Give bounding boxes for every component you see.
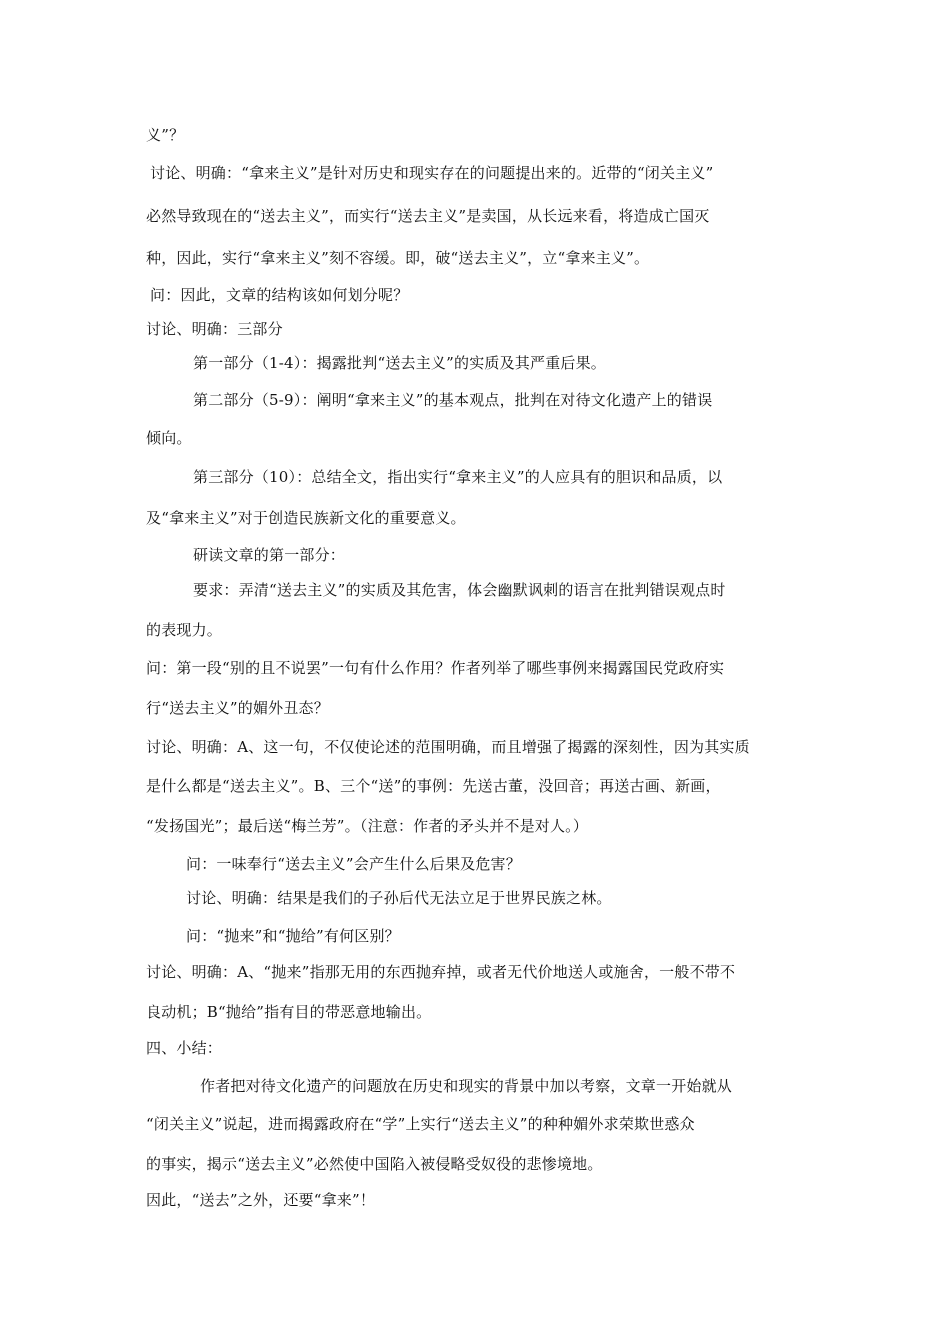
text-line: 及“拿来主义”对于创造民族新文化的重要意义。 <box>146 509 466 527</box>
text-line: 的事实，揭示“送去主义”必然使中国陷入被侵略受奴役的悲惨境地。 <box>146 1155 603 1173</box>
text-line: 行“送去主义”的媚外丑态？ <box>146 699 329 717</box>
text-line: 的表现力。 <box>146 621 223 639</box>
text-line: 第三部分（10）：总结全文，指出实行“拿来主义”的人应具有的胆识和品质，以 <box>193 468 723 486</box>
text-line: “闭关主义”说起，进而揭露政府在“学”上实行“送去主义”的种种媚外求荣欺世惑众 <box>146 1115 695 1133</box>
text-line: 讨论、明确：结果是我们的子孙后代无法立足于世界民族之林。 <box>186 889 612 907</box>
text-line: 研读文章的第一部分： <box>193 546 346 564</box>
text-line: 义”？ <box>146 126 185 144</box>
text-line: 讨论、明确：“拿来主义”是针对历史和现实存在的问题提出来的。近带的“闭关主义” <box>150 164 714 182</box>
text-line: 是什么都是“送去主义”。B、三个“送”的事例：先送古董，没回音；再送古画、新画， <box>146 777 721 795</box>
text-line: 良动机；B“抛给”指有目的带恶意地输出。 <box>146 1003 432 1021</box>
text-line: 倾向。 <box>146 429 192 447</box>
text-line: 问：第一段“别的且不说罢”一句有什么作用？作者列举了哪些事例来揭露国民党政府实 <box>146 659 725 677</box>
section-heading: 四、小结： <box>146 1039 223 1057</box>
text-line: 问：一味奉行“送去主义”会产生什么后果及危害？ <box>186 855 521 873</box>
text-line: 第二部分（5-9）：阐明“拿来主义”的基本观点，批判在对待文化遗产上的错误 <box>193 391 713 409</box>
text-line: 讨论、明确：A、“抛来”指那无用的东西抛弃掉，或者无代价地送人或施舍，一般不带不 <box>146 963 736 981</box>
text-line: 讨论、明确：三部分 <box>146 320 283 338</box>
text-line: 问：“抛来”和“抛给”有何区别？ <box>186 927 400 945</box>
text-line: 问：因此，文章的结构该如何划分呢？ <box>150 286 409 304</box>
text-line: 必然导致现在的“送去主义”，而实行“送去主义”是卖国，从长远来看，将造成亡国灭 <box>146 207 710 225</box>
text-line: 第一部分（1-4）：揭露批判“送去主义”的实质及其严重后果。 <box>193 354 606 372</box>
text-line: 种，因此，实行“拿来主义”刻不容缓。即，破“送去主义”，立“拿来主义”。 <box>146 249 650 267</box>
text-line: 作者把对待文化遗产的问题放在历史和现实的背景中加以考察，文章一开始就从 <box>200 1077 733 1095</box>
text-line: 因此，“送去”之外，还要“拿来”！ <box>146 1191 376 1209</box>
text-line: 要求：弄清“送去主义”的实质及其危害，体会幽默讽刺的语言在批判错误观点时 <box>193 581 726 599</box>
text-line: 讨论、明确：A、这一句，不仅使论述的范围明确，而且增强了揭露的深刻性，因为其实质 <box>146 738 750 756</box>
text-line: “发扬国光”；最后送“梅兰芳”。（注意：作者的矛头并不是对人。） <box>146 817 589 835</box>
